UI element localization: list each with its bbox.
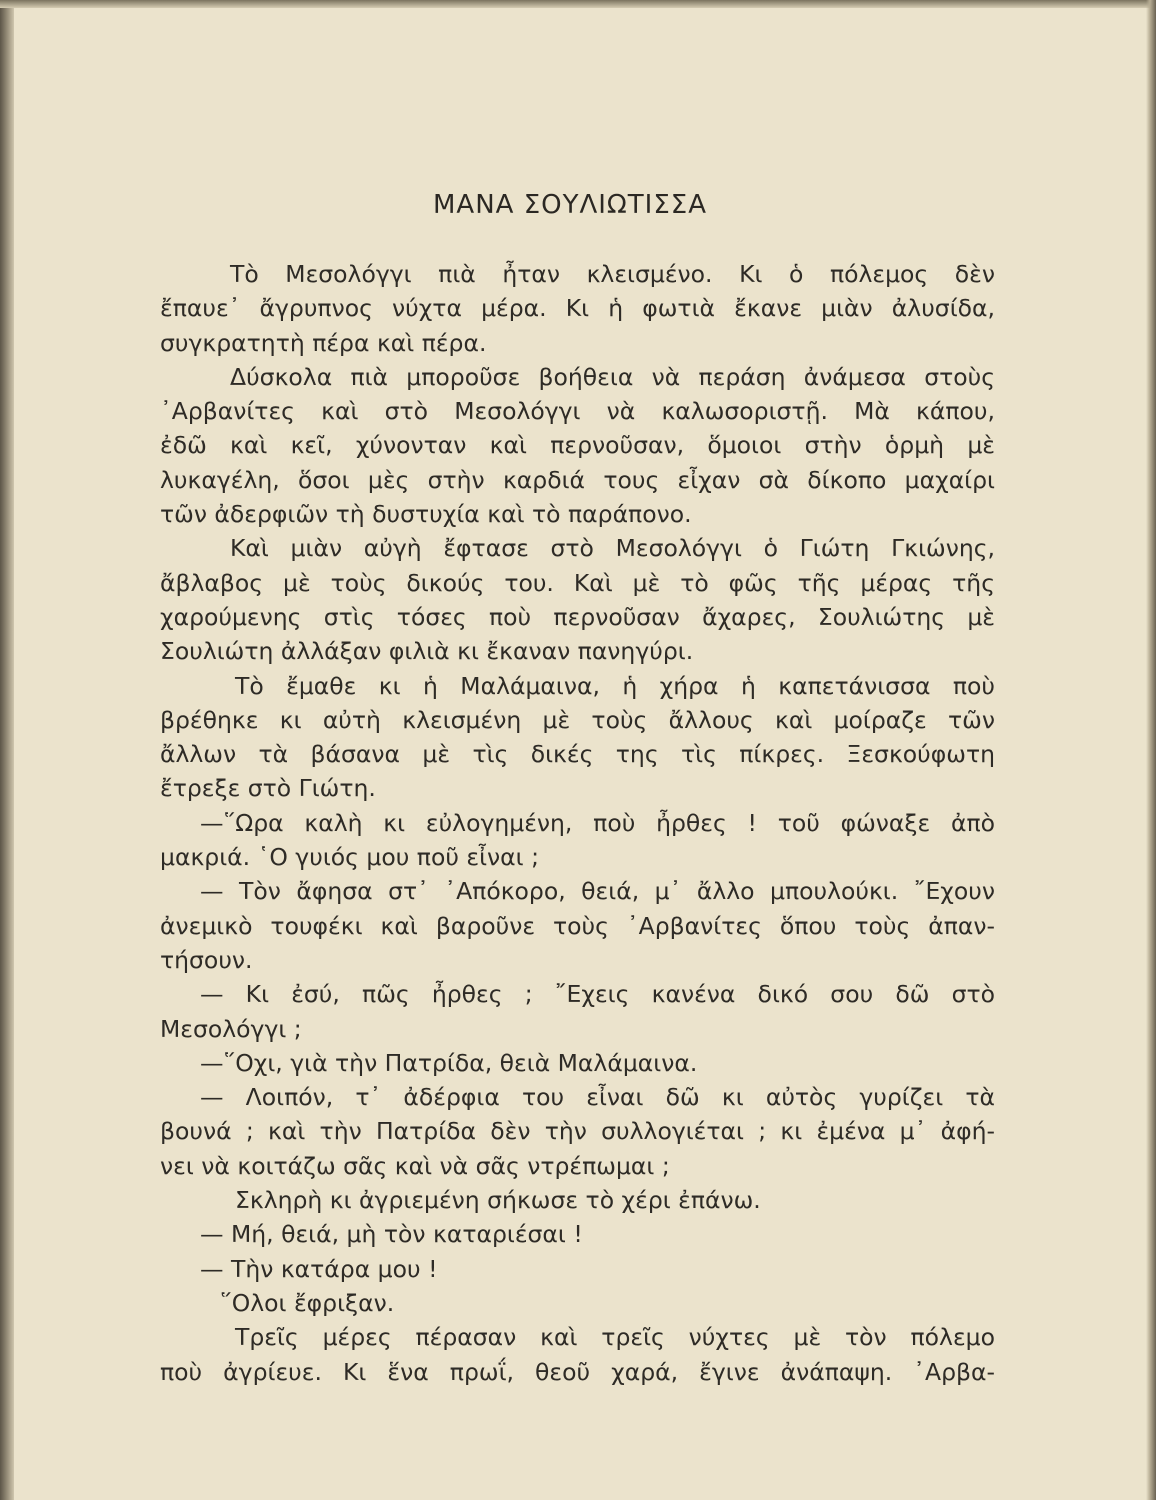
text-line: συγκρατητὴ πέρα καὶ πέρα. <box>160 328 487 357</box>
text-line: μακριά. ῾Ο γυιός μου ποῦ εἶναι ; <box>160 843 540 872</box>
text-line: — Τὸν ἄφησα στ᾽ ᾽Απόκορο, θειά, μ᾽ ἄλλο μπουλούκι. ῎Εχουν <box>200 877 995 906</box>
page-title: ΜΑΝΑ ΣΟΥΛΙΩΤΙΣΣΑ <box>432 190 707 220</box>
text-line: Τὸ Μεσολόγγι πιὰ ἦταν κλεισμένο. Κι ὁ πόλεμος δὲν <box>230 260 995 288</box>
text-line: ἔπαυε᾽ ἄγρυπνος νύχτα μέρα. Κι ἡ φωτιὰ ἔκανε μιὰν ἀλυσίδα, <box>160 294 995 323</box>
text-line: βουνά ; καὶ τὴν Πατρίδα δὲν τὴν συλλογιέται ; κι ἐμένα μ᾽ ἀφή- <box>160 1117 995 1146</box>
text-line: Δύσκολα πιὰ μποροῦσε βοήθεια νὰ περάση ἀνάμεσα στοὺς <box>230 362 995 391</box>
text-line: ἔτρεξε στὸ Γιώτη. <box>160 774 376 803</box>
text-line: Τὸ ἔμαθε κι ἡ Μαλάμαινα, ἡ χήρα ἡ καπετάνισσα ποὺ <box>235 671 995 700</box>
text-line: Καὶ μιὰν αὐγὴ ἔφτασε στὸ Μεσολόγγι ὁ Γιώτη Γκιώνης, <box>230 534 995 563</box>
text-line: — Μή, θειά, μὴ τὸν καταριέσαι ! <box>200 1220 583 1249</box>
text-line: Σουλιώτη ἀλλάξαν φιλιὰ κι ἔκαναν πανηγύρι. <box>160 637 694 666</box>
right-edge <box>1146 0 1156 1500</box>
text-line: ἄλλων τὰ βάσανα μὲ τὶς δικές της τὶς πίκρες. Ξεσκούφωτη <box>160 740 995 769</box>
text-line: ἐδῶ καὶ κεῖ, χύνονταν καὶ περνοῦσαν, ὅμοιοι στὴν ὁρμὴ μὲ <box>160 431 995 460</box>
text-line: νει νὰ κοιτάζω σᾶς καὶ νὰ σᾶς ντρέπωμαι ; <box>160 1151 670 1180</box>
text-line: τήσουν. <box>160 945 253 974</box>
body-text <box>160 257 995 1389</box>
text-line: ποὺ ἀγρίευε. Κι ἕνα πρωΐ, θεοῦ χαρά, ἔγινε ἀνάπαψη. ᾽Αρβα- <box>160 1357 995 1386</box>
text-line: βρέθηκε κι αὐτὴ κλεισμένη μὲ τοὺς ἄλλους καὶ μοίραζε τῶν <box>160 705 995 734</box>
text-line: ῞Ολοι ἔφριξαν. <box>220 1288 395 1317</box>
text-line: ᾽Αρβανίτες καὶ στὸ Μεσολόγγι νὰ καλωσοριστῇ. Μὰ κάπου, <box>160 397 995 426</box>
binding-edge <box>0 0 14 1500</box>
text-line: — Λοιπόν, τ᾽ ἀδέρφια του εἶναι δῶ κι αὐτὸς γυρίζει τὰ <box>200 1083 995 1112</box>
text-line: — Τὴν κατάρα μου ! <box>200 1254 438 1283</box>
text-line: Μεσολόγγι ; <box>160 1014 302 1043</box>
text-line: χαρούμενης στὶς τόσες ποὺ περνοῦσαν ἄχαρες, Σουλιώτης μὲ <box>160 602 995 631</box>
text-line: ἄβλαβος μὲ τοὺς δικούς του. Καὶ μὲ τὸ φῶς τῆς μέρας τῆς <box>160 568 995 597</box>
text-line: —῞Οχι, γιὰ τὴν Πατρίδα, θειὰ Μαλάμαινα. <box>200 1048 698 1077</box>
text-line: — Κι ἐσύ, πῶς ἦρθες ; ῎Εχεις κανένα δικό σου δῶ στὸ <box>200 980 995 1009</box>
text-line: τῶν ἀδερφιῶν τὴ δυστυχία καὶ τὸ παράπονο. <box>160 500 692 529</box>
text-line: Σκληρὴ κι ἀγριεμένη σήκωσε τὸ χέρι ἐπάνω. <box>235 1186 761 1215</box>
text-line: λυκαγέλη, ὅσοι μὲς στὴν καρδιά τους εἶχαν σὰ δίκοπο μαχαίρι <box>160 465 995 494</box>
text-line: Τρεῖς μέρες πέρασαν καὶ τρεῖς νύχτες μὲ τὸν πόλεμο <box>235 1323 995 1352</box>
top-edge <box>0 0 1156 8</box>
text-line: ἀνεμικὸ τουφέκι καὶ βαροῦνε τοὺς ᾽Αρβανίτες ὅπου τοὺς ἀπαν- <box>160 911 995 940</box>
text-line: —῞Ωρα καλὴ κι εὐλογημένη, ποὺ ἦρθες ! τοῦ φώναξε ἀπὸ <box>200 808 995 837</box>
